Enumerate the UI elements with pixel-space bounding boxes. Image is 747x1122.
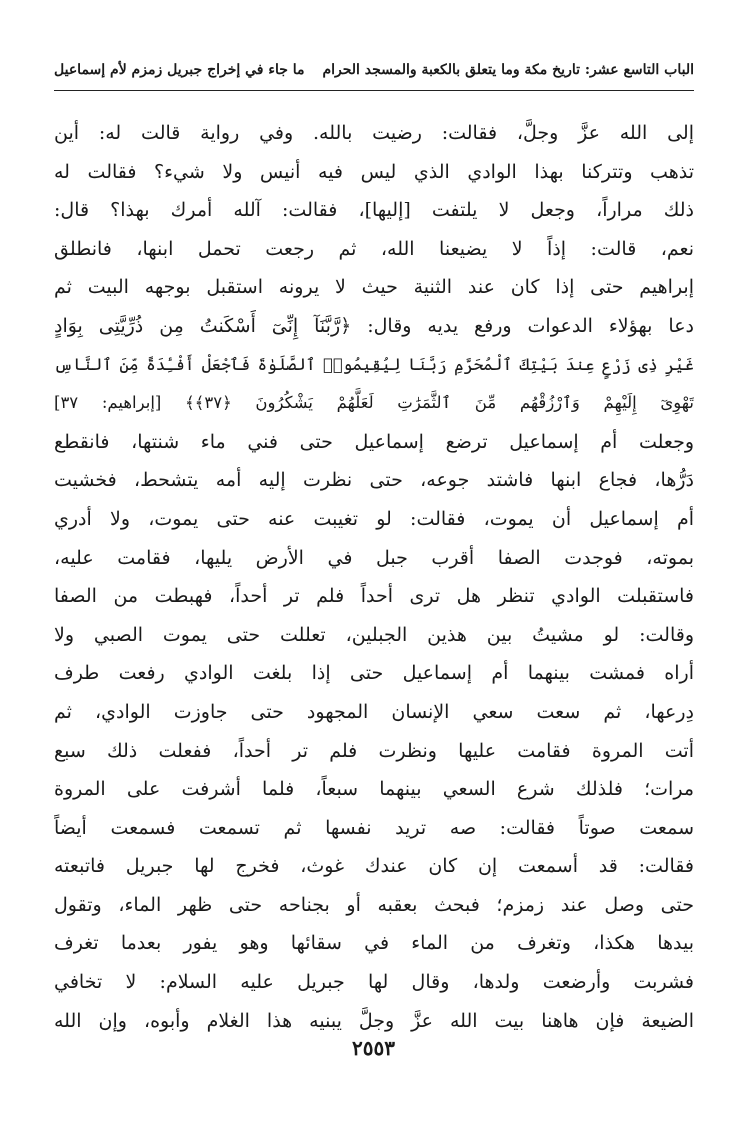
header-chapter-title: الباب التاسع عشر: تاريخ مكة وما يتعلق بالكعبة والمسجد الحرام bbox=[322, 62, 694, 78]
text-line: أم إسماعيل أن يموت، فقالت: لو تغيبت عنه حتى يموت، ولا أدري bbox=[54, 507, 694, 530]
text-line: ذلك مراراً، وجعل لا يلتفت [إليها]، فقالت: آلله أمرك بهذا؟ قال: bbox=[54, 199, 694, 222]
text-line: فاستقبلت الوادي تنظر هل ترى أحداً فلم تر أحداً، فهبطت من الصفا bbox=[54, 585, 694, 608]
body-text bbox=[54, 114, 694, 1040]
text-line: دَرُّها، فجاع ابنها فاشتد جوعه، حتى نظرت إليه أمه يتشحط، فخشيت bbox=[54, 469, 694, 492]
quran-verse-line: غَيْرِ ذِى زَرْعٍ عِندَ بَيْتِكَ ٱلْمُحَرَّمِ رَبَّنَا لِيُقِيمُوا۟ ٱلصَّلَوٰةَ فَٱجْعَلْ أَفْـِٔدَةً مِّنَ ٱلنَّاسِ bbox=[54, 354, 694, 374]
text-line: دعا بهؤلاء الدعوات ورفع يديه وقال: ﴿رَّبَّنَآ إِنِّىٓ أَسْكَنتُ مِن ذُرِّيَّتِى بِوَادٍ bbox=[54, 314, 694, 337]
text-line: إبراهيم حتى إذا كان عند الثنية حيث لا يرونه استقبل بوجهه البيت ثم bbox=[54, 276, 694, 299]
page-number: ٢٥٥٣ bbox=[352, 1036, 395, 1060]
text-line: دِرعها، ثم سعت سعي الإنسان المجهود حتى جاوزت الوادي، ثم bbox=[54, 700, 694, 723]
text-line: تذهب وتتركنا بهذا الوادي الذي ليس فيه أنيس ولا شيء؟ فقالت له bbox=[54, 160, 694, 183]
header-section-title: ما جاء في إخراج جبريل زمزم لأم إسماعيل bbox=[54, 62, 305, 78]
text-line: بيدها هكذا، وتغرف من الماء في سقائها وهو يفور بعدما تغرف bbox=[54, 932, 694, 955]
text-line: وقالت: لو مشيتُ بين هذين الجبلين، تعللت حتى يموت الصبي ولا bbox=[54, 623, 694, 646]
text-line: بموته، فوجدت الصفا أقرب جبل في الأرض يليها، فقامت عليه، bbox=[54, 546, 694, 569]
text-line: حتى وصل عند زمزم؛ فبحث بعقبه أو بجناحه حتى ظهر الماء، وتقول bbox=[54, 893, 694, 916]
text-line: وجعلت أم إسماعيل ترضع إسماعيل حتى فني ماء شنتها، فانقطع bbox=[54, 430, 694, 453]
text-line: إلى الله عزَّ وجلَّ، فقالت: رضيت بالله. وفي رواية قالت له: أين bbox=[54, 122, 694, 144]
running-header bbox=[54, 58, 694, 82]
quran-verse-line: تَهْوِىٓ إِلَيْهِمْ وَٱرْزُقْهُم مِّنَ ٱلثَّمَرَٰتِ لَعَلَّهُمْ يَشْكُرُونَ ﴿٣٧﴾﴾ [إبراهيم: ٣٧] bbox=[54, 393, 694, 413]
text-line: فقالت: قد أسمعت إن كان عندك غوث، فخرج لها جبريل فاتبعته bbox=[54, 855, 694, 878]
text-line: مرات؛ فلذلك شرع السعي بينهما سبعاً، فلما أشرفت على المروة bbox=[54, 778, 694, 801]
header-divider bbox=[54, 90, 694, 91]
text-line: سمعت صوتاً فقالت: صه تريد نفسها ثم تسمعت فسمعت أيضاً bbox=[54, 816, 694, 839]
text-line: أراه فمشت بينهما أم إسماعيل حتى إذا بلغت الوادي رفعت طرف bbox=[54, 662, 694, 685]
text-line: الضيعة فإن هاهنا بيت الله عزَّ وجلَّ يبنيه هذا الغلام وأبوه، وإن الله bbox=[54, 1009, 694, 1032]
text-line: فشربت وأرضعت ولدها، وقال لها جبريل عليه السلام: لا تخافي bbox=[54, 971, 694, 994]
text-line: أتت المروة فقامت عليها ونظرت فلم تر أحداً، ففعلت ذلك سبع bbox=[54, 739, 694, 762]
text-line: نعم، قالت: إذاً لا يضيعنا الله، ثم رجعت تحمل ابنها، فانطلق bbox=[54, 237, 694, 260]
